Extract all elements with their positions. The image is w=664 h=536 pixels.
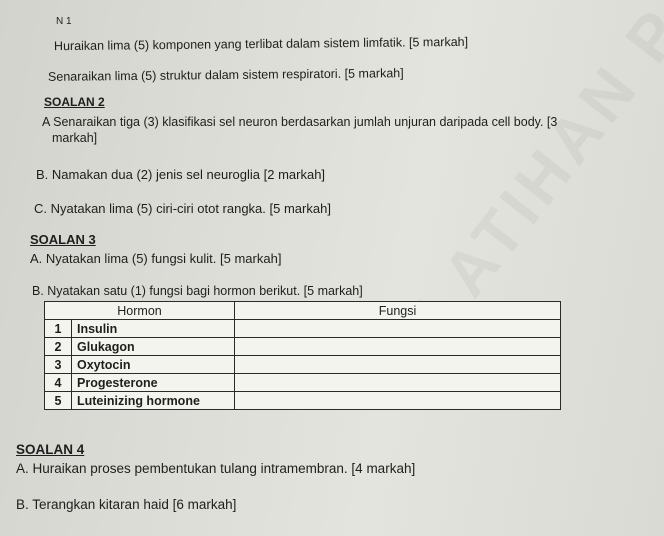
hormone-table: [44, 301, 561, 410]
question-1-line-a: Huraikan lima (5) komponen yang terlibat dalam sistem limfatik. [5 markah]: [53, 34, 469, 54]
table-header-fungsi: Fungsi: [235, 302, 561, 320]
table-row: [45, 356, 561, 374]
table-header-row: [45, 302, 561, 320]
soalan-4-b: B. Terangkan kitaran haid [6 markah]: [16, 497, 237, 512]
hormone-name: Glukagon: [72, 338, 235, 356]
soalan-2-c: C. Nyatakan lima (5) ciri-ciri otot rangka. [5 markah]: [34, 201, 331, 216]
row-number: 4: [45, 374, 72, 392]
soalan-4-heading: SOALAN 4: [16, 442, 85, 457]
row-number: 1: [45, 320, 72, 338]
table-row: [45, 338, 561, 356]
hormone-name: Oxytocin: [72, 356, 235, 374]
function-cell[interactable]: [235, 338, 561, 356]
function-cell[interactable]: [235, 374, 561, 392]
question-1-line-b: Senaraikan lima (5) struktur dalam sistem respiratori. [5 markah]: [47, 66, 404, 84]
soalan-4-a: A. Huraikan proses pembentukan tulang intramembran. [4 markah]: [16, 461, 416, 476]
hormone-name: Insulin: [72, 320, 235, 338]
table-row: [45, 392, 561, 410]
function-cell[interactable]: [235, 320, 561, 338]
soalan-3-b: B. Nyatakan satu (1) fungsi bagi hormon berikut. [5 markah]: [32, 284, 363, 298]
soalan-2-a-line2: markah]: [52, 131, 98, 145]
soalan-2-a-line1: A Senaraikan tiga (3) klasifikasi sel neuron berdasarkan jumlah unjuran daripada cell body. [3: [42, 115, 558, 129]
hormone-name: Luteinizing hormone: [72, 392, 235, 410]
table-row: [45, 320, 561, 338]
hormone-name: Progesterone: [72, 374, 235, 392]
function-cell[interactable]: [235, 392, 561, 410]
soalan-3-a: A. Nyatakan lima (5) fungsi kulit. [5 markah]: [30, 251, 282, 266]
soalan-2-heading: SOALAN 2: [44, 95, 105, 109]
table-header-hormon: Hormon: [45, 302, 235, 320]
function-cell[interactable]: [235, 356, 561, 374]
soalan-2-b: B. Namakan dua (2) jenis sel neuroglia [2 markah]: [36, 167, 326, 182]
row-number: 5: [45, 392, 72, 410]
soalan-3-heading: SOALAN 3: [30, 232, 96, 247]
row-number: 3: [45, 356, 72, 374]
top-fragment: N 1: [56, 16, 72, 27]
table-row: [45, 374, 561, 392]
watermark: [400, 0, 664, 346]
row-number: 2: [45, 338, 72, 356]
